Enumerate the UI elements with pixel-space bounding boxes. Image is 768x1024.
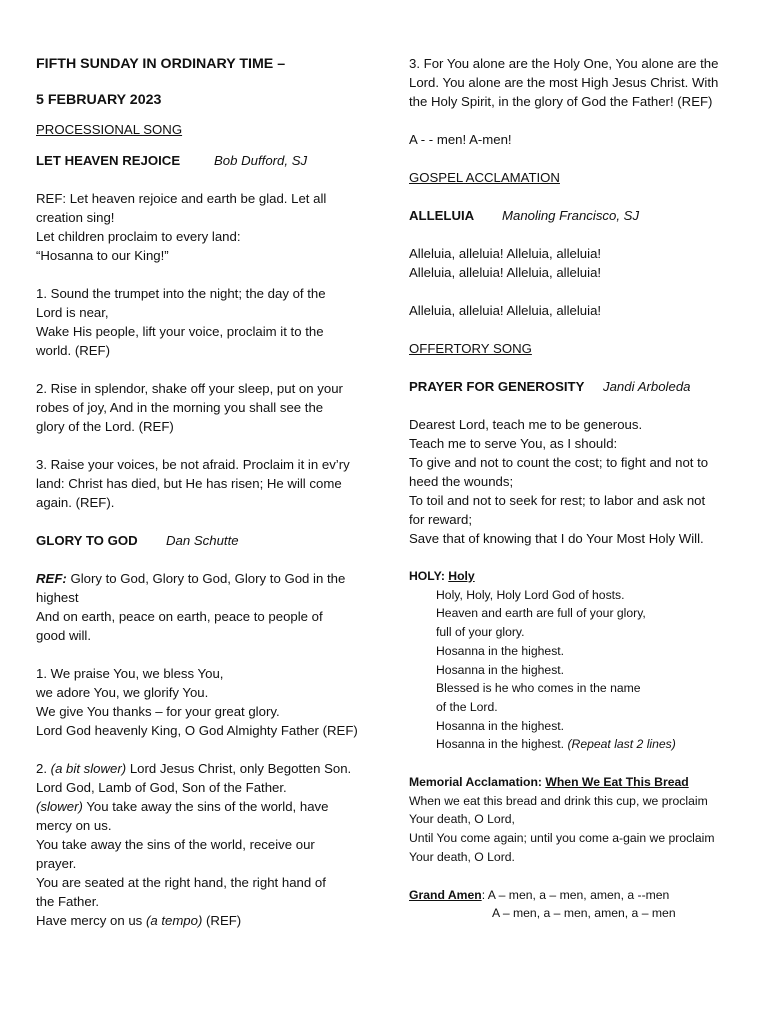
text-line: glory of the Lord. (REF) — [36, 419, 174, 434]
page-date: 5 FEBRUARY 2023 — [36, 92, 162, 108]
text-line: 3. For You alone are the Holy One, You alone are the — [409, 56, 719, 71]
memorial-label: Memorial Acclamation: — [409, 775, 546, 790]
gospel-song-title: ALLELUIA — [409, 208, 475, 223]
gospel-composer: Manoling Francisco, SJ — [502, 208, 640, 223]
text-line: again. (REF). — [36, 495, 115, 510]
holy-lines — [409, 586, 739, 754]
text-line — [36, 797, 368, 816]
holy-section — [409, 567, 739, 923]
processional-composer: Bob Dufford, SJ — [214, 153, 308, 168]
text-line: Hosanna in the highest. — [436, 662, 565, 677]
holy-label: HOLY: — [409, 569, 449, 583]
text-line: REF: Let heaven rejoice and earth be glad. Let all — [36, 191, 327, 206]
text-line: Your death, O Lord. — [409, 849, 515, 864]
text-line: Dearest Lord, teach me to be generous. — [409, 417, 643, 432]
offertory-lines — [409, 415, 739, 548]
gloria-composer: Dan Schutte — [166, 533, 239, 548]
text-line: Until You come again; until you come a-gain we proclaim — [409, 831, 715, 846]
text-line: Alleluia, alleluia! Alleluia, alleluia! — [409, 246, 602, 261]
gloria-song-header — [36, 531, 368, 550]
text-line: we adore You, we glorify You. — [36, 685, 209, 700]
repeat-note: (Repeat last 2 lines) — [567, 737, 676, 752]
text-line: And on earth, peace on earth, peace to people of — [36, 609, 323, 624]
text-run: 2. — [36, 761, 51, 776]
text-run: Have mercy on us — [36, 913, 146, 928]
text-line: 3. Raise your voices, be not afraid. Proclaim it in ev’ry — [36, 457, 350, 472]
text-line: You take away the sins of the world, receive our — [36, 837, 315, 852]
text-line: Hosanna in the highest. — [436, 643, 565, 658]
text-line: Lord is near, — [36, 305, 109, 320]
text-run: : A – men, a – men, amen, a --men — [481, 887, 670, 902]
text-line: the Holy Spirit, in the glory of God the Father! (REF) — [409, 94, 713, 109]
left-column — [36, 54, 368, 930]
offertory-section-title: OFFERTORY SONG — [409, 341, 532, 356]
processional-verse-2 — [36, 379, 368, 436]
text-line: Teach me to serve You, as I should: — [409, 436, 618, 451]
text-run: Glory to God, Glory to God, Glory to God in the — [66, 571, 346, 586]
gloria-verse-1 — [36, 664, 368, 740]
text-line: To give and not to count the cost; to fight and not to — [409, 455, 709, 470]
text-line: of the Lord. — [436, 699, 498, 714]
gloria-song-title: GLORY TO GOD — [36, 533, 138, 548]
text-line: Your death, O Lord, — [409, 812, 515, 827]
memorial-title: When We Eat This Bread — [545, 775, 689, 790]
text-line — [36, 569, 368, 588]
text-line: Lord. You alone are the most High Jesus Christ. With — [409, 75, 719, 90]
text-line: highest — [36, 590, 79, 605]
text-line: “Hosanna to our King!” — [36, 248, 169, 263]
text-line: Heaven and earth are full of your glory, — [436, 606, 646, 621]
text-line: Holy, Holy, Holy Lord God of hosts. — [436, 587, 625, 602]
processional-song-header — [36, 151, 368, 170]
text-line: Let children proclaim to every land: — [36, 229, 241, 244]
gospel-song-header — [409, 206, 739, 225]
text-line — [36, 759, 368, 778]
text-line — [36, 911, 368, 930]
text-run: You take away the sins of the world, have — [82, 799, 329, 814]
holy-header — [409, 567, 739, 586]
holy-title: Holy — [448, 569, 475, 583]
text-run: Lord Jesus Christ, only Begotten Son. — [126, 761, 352, 776]
text-line: creation sing! — [36, 210, 115, 225]
text-line: Wake His people, lift your voice, proclaim it to the — [36, 324, 324, 339]
text-line: Save that of knowing that I do Your Most Holy Will. — [409, 531, 704, 546]
text-line: good will. — [36, 628, 91, 643]
text-line: prayer. — [36, 856, 77, 871]
text-line: Lord God, Lamb of God, Son of the Father. — [36, 780, 287, 795]
text-line: A – men, a – men, amen, a – men — [492, 906, 676, 921]
text-line: heed the wounds; — [409, 474, 514, 489]
text-run: Hosanna in the highest. — [436, 737, 568, 752]
refrain-label: REF: — [36, 571, 67, 586]
offertory-composer: Jandi Arboleda — [603, 379, 691, 394]
tempo-marking: (a tempo) — [145, 913, 203, 928]
offertory-song-header — [409, 377, 739, 396]
processional-section-title: PROCESSIONAL SONG — [36, 122, 183, 137]
gloria-amen: A - - men! A-men! — [409, 132, 512, 147]
text-run: (REF) — [202, 913, 242, 928]
grand-amen — [409, 886, 739, 905]
right-column — [409, 54, 739, 923]
gospel-section-title: GOSPEL ACCLAMATION — [409, 170, 560, 185]
text-line — [436, 735, 739, 754]
text-line: land: Christ has died, but He has risen; He will come — [36, 476, 342, 491]
text-line: Alleluia, alleluia! Alleluia, alleluia! — [409, 303, 602, 318]
gloria-refrain — [36, 569, 368, 645]
processional-verse-3 — [36, 455, 368, 512]
processional-refrain — [36, 189, 368, 265]
gospel-lines — [409, 244, 739, 320]
text-line: 2. Rise in splendor, shake off your sleep, put on your — [36, 381, 343, 396]
text-line: We give You thanks – for your great glory. — [36, 704, 280, 719]
memorial-header — [409, 773, 739, 792]
text-line: mercy on us. — [36, 818, 112, 833]
offertory-song-title: PRAYER FOR GENEROSITY — [409, 379, 585, 394]
tempo-marking: (slower) — [36, 799, 83, 814]
text-line: world. (REF) — [36, 343, 110, 358]
text-line: To toil and not to seek for rest; to labor and ask not — [409, 493, 706, 508]
text-line: 1. Sound the trumpet into the night; the day of the — [36, 286, 326, 301]
text-line: the Father. — [36, 894, 100, 909]
text-line: full of your glory. — [436, 625, 525, 640]
text-line: When we eat this bread and drink this cup, we proclaim — [409, 793, 708, 808]
text-line: Alleluia, alleluia! Alleluia, alleluia! — [409, 265, 602, 280]
tempo-marking: (a bit slower) — [50, 761, 127, 776]
text-line: robes of joy, And in the morning you shall see the — [36, 400, 324, 415]
page-title: FIFTH SUNDAY IN ORDINARY TIME – — [36, 56, 286, 72]
text-line: Blessed is he who comes in the name — [436, 681, 641, 696]
text-line: 1. We praise You, we bless You, — [36, 666, 224, 681]
gloria-verse-3 — [409, 54, 739, 111]
processional-verse-1 — [36, 284, 368, 360]
text-line: for reward; — [409, 512, 473, 527]
gloria-verse-2 — [36, 759, 368, 930]
text-line: Hosanna in the highest. — [436, 718, 565, 733]
grand-amen-label: Grand Amen — [409, 887, 482, 902]
text-line: Lord God heavenly King, O God Almighty Father (REF) — [36, 723, 358, 738]
processional-song-title: LET HEAVEN REJOICE — [36, 153, 181, 168]
text-line: You are seated at the right hand, the right hand of — [36, 875, 326, 890]
